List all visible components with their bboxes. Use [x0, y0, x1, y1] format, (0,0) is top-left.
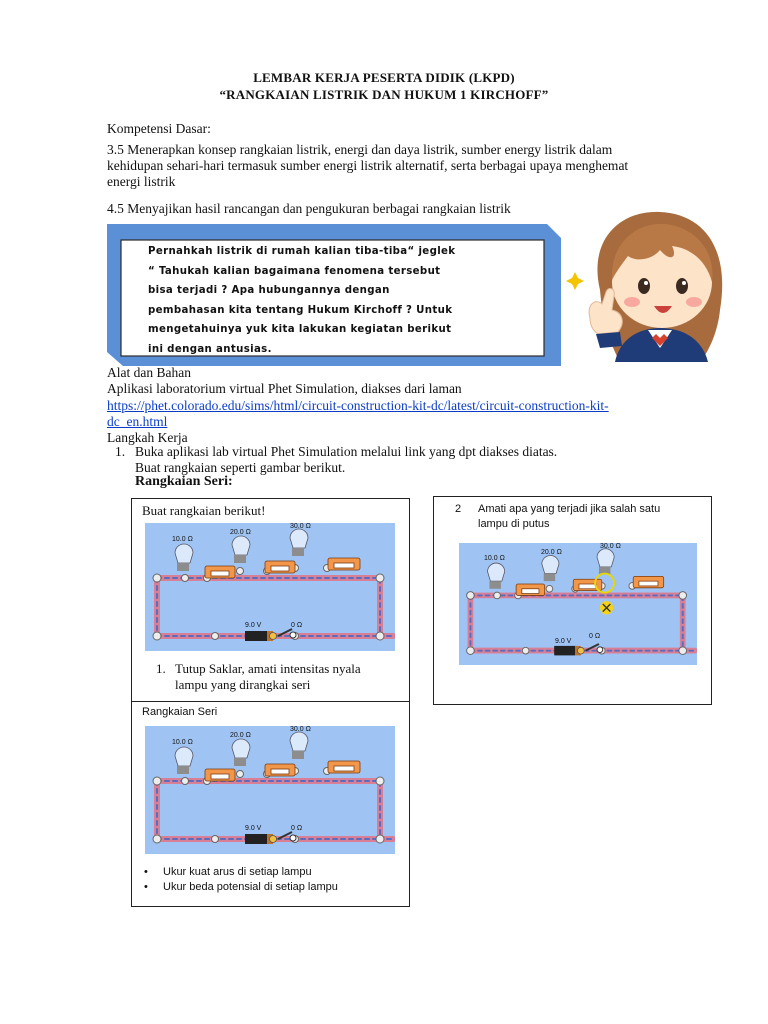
document-subtitle: “RANGKAIAN LISTRIK DAN HUKUM 1 KIRCHOFF”	[219, 87, 549, 102]
switch-label: 0 Ω	[291, 825, 303, 832]
box3-title: Rangkaian Seri	[142, 706, 218, 718]
callout-line: Pernahkah listrik di rumah kalian tiba-tiba“ jeglek	[148, 246, 456, 257]
circuit-diagram	[145, 726, 395, 854]
battery-label: 9.0 V	[555, 638, 572, 645]
resistor-label: 30.0 Ω	[600, 543, 621, 550]
phet-link-wrapper-2	[107, 413, 682, 430]
task-box-2	[433, 496, 712, 705]
phet-link-wrapper	[107, 397, 707, 414]
bullet-item-2: Ukur beda potensial di setiap lampu	[163, 881, 338, 893]
document-title: LEMBAR KERJA PESERTA DIDIK (LKPD)	[253, 70, 515, 85]
kompetensi-heading: Kompetensi Dasar:	[107, 121, 211, 136]
box1-step-number: 1.	[156, 661, 166, 676]
bullet-dot: •	[144, 881, 148, 893]
resistor-label: 10.0 Ω	[172, 739, 193, 746]
box2-line2: lampu di putus	[478, 518, 550, 530]
phet-simulation-link[interactable]: https://phet.colorado.edu/sims/html/circuit-construction-kit-dc/latest/circuit-construction-kit-	[107, 398, 609, 413]
callout-line: pembahasan kita tentang Hukum Kirchoff ? Untuk	[148, 304, 453, 316]
switch-label: 0 Ω	[291, 622, 303, 629]
callout-line: “ Tahukah kalian bagaimana fenomena tersebut	[148, 265, 441, 277]
phet-simulation-link-cont[interactable]: dc_en.html	[107, 414, 168, 429]
kd-4-5: 4.5 Menyajikan hasil rancangan dan pengukuran berbagai rangkaian listrik	[107, 201, 511, 216]
box2-line1: Amati apa yang terjadi jika salah satu	[478, 503, 661, 515]
alat-description: Aplikasi laboratorium virtual Phet Simulation, diakses dari laman	[107, 381, 462, 396]
langkah-heading: Langkah Kerja	[107, 430, 188, 445]
box1-step-line1: Tutup Saklar, amati intensitas nyala	[175, 661, 361, 676]
resistor-label: 10.0 Ω	[172, 536, 193, 543]
battery-label: 9.0 V	[245, 825, 262, 832]
task-box-1	[131, 498, 410, 703]
box2-number: 2	[455, 503, 462, 515]
step1-line1: Buka aplikasi lab virtual Phet Simulation melalui link yang dpt diakses diatas.	[135, 444, 558, 459]
resistor-label: 20.0 Ω	[541, 549, 562, 556]
box1-step-line2: lampu yang dirangkai seri	[175, 677, 311, 692]
kd-3-5-line3: energi listrik	[107, 174, 176, 189]
callout-line: bisa terjadi ? Apa hubungannya dengan	[148, 285, 390, 297]
resistor-label: 30.0 Ω	[290, 523, 311, 530]
resistor-label: 20.0 Ω	[230, 732, 251, 739]
callout-line: ini dengan antusias.	[148, 343, 272, 355]
bullet-item-1: Ukur kuat arus di setiap lampu	[163, 866, 312, 878]
switch-label: 0 Ω	[589, 633, 601, 640]
girl-mascot-illustration	[560, 200, 735, 365]
step1-line2: Buat rangkaian seperti gambar berikut.	[135, 460, 346, 475]
resistor-label: 10.0 Ω	[484, 555, 505, 562]
callout-line: mengetahuinya yuk kita lakukan kegiatan berikut	[148, 324, 452, 336]
battery-label: 9.0 V	[245, 622, 262, 629]
bullet-dot: •	[144, 866, 148, 878]
step1-number: 1.	[115, 444, 126, 459]
alat-heading: Alat dan Bahan	[107, 365, 191, 380]
rangkaian-seri-heading: Rangkaian Seri:	[135, 474, 233, 489]
circuit-diagram	[145, 523, 395, 651]
task-box-3	[131, 701, 410, 907]
box1-title: Buat rangkaian berikut!	[142, 503, 266, 518]
kd-3-5-line2: kehidupan sehari-hari termasuk sumber energi listrik alternatif, serta berbagai upaya menghemat	[107, 158, 629, 173]
circuit-diagram-broken	[459, 543, 697, 665]
resistor-label: 20.0 Ω	[230, 529, 251, 536]
kd-3-5-line1: 3.5 Menerapkan konsep rangkaian listrik, energi dan daya listrik, sumber energy listrik dalam	[107, 142, 613, 157]
resistor-label: 30.0 Ω	[290, 726, 311, 733]
callout-text	[148, 242, 528, 360]
